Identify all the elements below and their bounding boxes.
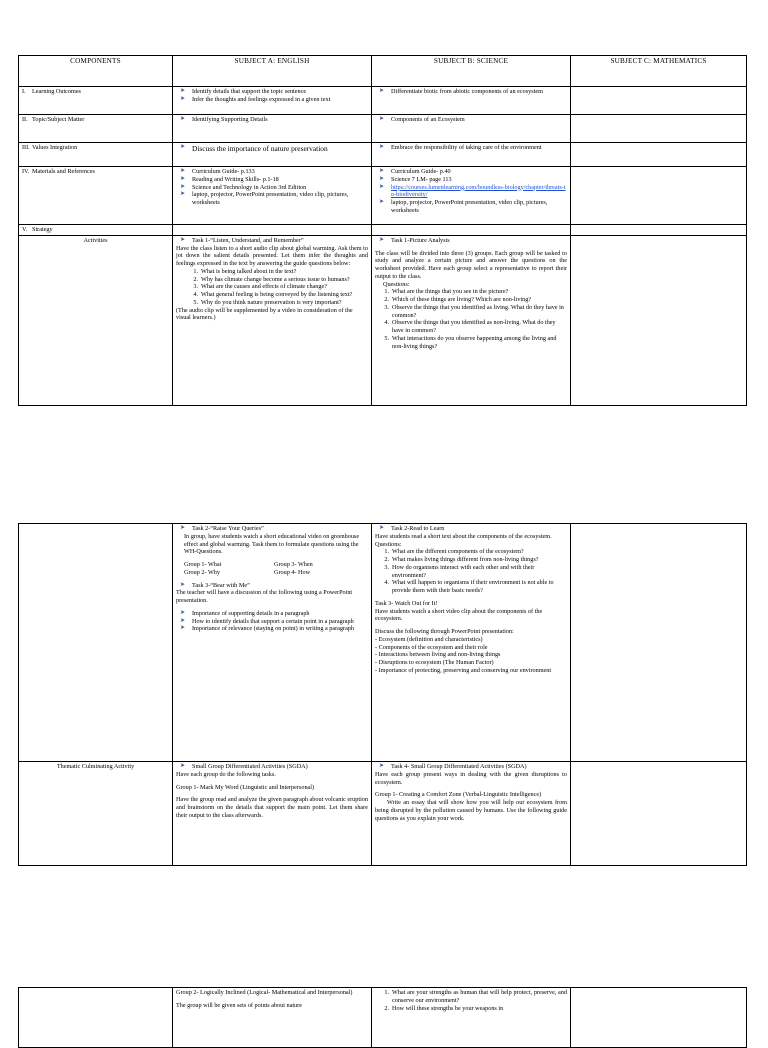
group-description: Write an essay that will show how you will help our ecosystem from being disrupted by the pollution caused by humans. Use the following guide questions as you explain your work.: [375, 799, 567, 822]
bullet-icon: ➤: [180, 609, 186, 616]
list-item: laptop, projector, PowerPoint presentation, video clip, pictures, worksheets: [391, 199, 548, 214]
task-title: Task 2-“Raise Your Queries”: [192, 525, 264, 532]
question-item: Which of these things are living? Which are non-living?: [392, 296, 532, 303]
row-number: III.: [22, 144, 30, 151]
list-item: - Importance of protecting, preserving and conserving our environment: [375, 666, 552, 674]
list-item: - Interactions between living and non-living things: [375, 651, 501, 659]
task-title: Task 3- Watch Out for It!: [375, 599, 438, 607]
task-title: Task 1-“Listen, Understand, and Remember”: [192, 236, 304, 244]
bullet-icon: ➤: [180, 236, 186, 243]
group-title: Group 2- Logically Inclined (Logical- Mathematical and Interpersonal): [176, 989, 353, 996]
task-note: (The audio clip will be supplemented by a video in consideration of the visual learners.): [176, 306, 353, 322]
question-item: Observe the things that you identified as non-living. What do they have in common?: [392, 319, 556, 334]
bullet-icon: ➤: [180, 168, 186, 174]
row-number: II.: [22, 116, 28, 123]
question-item: Why do you think nature preservation is very important?: [201, 298, 342, 306]
row-label: Values Integration: [32, 144, 78, 151]
list-item: Identifying Supporting Details: [192, 116, 268, 123]
row-number: IV.: [22, 168, 30, 175]
list-item: Curriculum Guide- p.133: [192, 168, 255, 175]
list-item: Infer the thoughts and feelings expressed in a given text: [192, 95, 331, 103]
group-label: Group 2- Why: [184, 568, 220, 576]
bullet-icon: ➤: [180, 175, 186, 182]
group-description: The group will be given sets of points about nature: [176, 1001, 302, 1009]
group-title: Group 1- Mark My Word (Linguistic and Interpersonal): [176, 783, 315, 791]
task-description: Have each group present ways in dealing with the given disruptions to ecosystem.: [375, 770, 567, 786]
bullet-icon: ➤: [379, 183, 385, 190]
bullet-icon: ➤: [180, 183, 186, 190]
row-materials: [19, 167, 747, 225]
list-item: Importance of relevance (staying on point) in writing a paragraph: [192, 625, 355, 633]
row-activities: Activities ➤ Task 1-“Listen, Understand, and Remember” Have the class listen to a short audio clip about global warming. Ask them to jot down the salient details presented. Let them infer the thoughts and feelings expressed in the text by answering the guide questions below: 1. What is being talked about in the text? 2. Why has climate change become a serious issue to humans? 3. What are the causes and effects of climate change? 4. What general feeling is being conveyed by the listening text? 5. Why do you think nature preservation is very important? (The audio clip will be supplemented by a video in consideration of the visual learners.) ➤ Task 1-Picture Analysis The class will be divided into three (3) groups. Each group will be tasked to study and analyze a certain picture and answer the questions on the worksheet provided. Have each group select a representative to report their output to the class. Questions: 1. What are the things that you see in the picture? 2. Which of these things are living? Which are non-living? 3. Observe the things that you identified as living. What do they have in common? 4. Observe the things that you identified as non-living. What do they have in common? 5. What interactions do you observe happening among the living and non-living things?: [19, 235, 747, 405]
bullet-icon: ➤: [379, 763, 385, 769]
question-item: What interactions do you observe happening among the living and non-living things?: [392, 334, 557, 350]
reference-link[interactable]: https://courses.lumenlearning.com/boundless-biology/chapter/threats-to-biodiversity/: [391, 183, 566, 199]
list-item: Science and Technology in Action 3rd Edition: [192, 183, 307, 191]
task-title: Task 3-“Bear with Me”: [192, 581, 250, 589]
bullet-icon: ➤: [379, 236, 385, 243]
question-item: Why has climate change become a serious issue to humans?: [201, 275, 350, 283]
group-description: Have the group read and analyze the given paragraph about volcanic eruption and brainstorm on the details that support the main point. Let them share their output to the class afterwards.: [176, 796, 368, 819]
group-title: Group 1- Creating a Comfort Zone (Verbal-Linguistic Intelligence): [375, 791, 542, 799]
header-subject-a: SUBJECT A: ENGLISH: [173, 56, 372, 87]
bullet-icon: ➤: [180, 617, 186, 624]
row-culminating-activity: [19, 762, 747, 866]
group-assignment-row: [176, 569, 368, 577]
list-item: Discuss the importance of nature preservation: [192, 144, 328, 153]
question-item: What are the different components of the ecosystem?: [392, 548, 524, 556]
question-item: What are the things that you see in the picture?: [392, 288, 509, 296]
group-label: Group 4- How: [274, 568, 311, 576]
task-title: Task 2-Read to Learn: [391, 525, 445, 532]
task-description: Have students read a short text about the components of the ecosystem.: [375, 532, 552, 540]
row-learning-outcomes: [19, 87, 747, 115]
list-item: - Disruptions to ecosystem (The Human Factor): [375, 659, 494, 666]
list-item: Curriculum Guide- p.40: [391, 168, 451, 175]
row-label: Strategy: [32, 226, 53, 233]
header-components: COMPONENTS: [19, 56, 173, 87]
row-strategy: [19, 225, 747, 236]
question-item: What are your strengths as human that will help protect, preserve, and conserve our environment?: [392, 989, 567, 1004]
bullet-icon: ➤: [180, 763, 186, 769]
row-label: Learning Outcomes: [32, 88, 81, 95]
bullet-icon: ➤: [180, 88, 186, 94]
row-label-culminating: Thematic Culminating Activity: [56, 763, 135, 770]
bullet-icon: ➤: [180, 116, 186, 122]
list-item: How to identify details that support a certain point in a paragraph: [192, 617, 354, 625]
task-description: Have the class listen to a short audio clip about global warming. Ask them to jot down the salient details presented. Let them infer the thoughts and feelings expressed in the text by answering the guide questions below:: [176, 244, 368, 267]
questions-label: Questions:: [383, 280, 410, 288]
task-description: Have each group do the following tasks.: [176, 770, 276, 778]
task-description: Have students watch a short video clip about the components of the ecosystem.: [375, 607, 543, 623]
question-item: What makes living things different from non-living things?: [392, 556, 539, 563]
list-item: Importance of supporting details in a paragraph: [192, 609, 310, 617]
list-item: Reading and Writing Skills- p.1-18: [192, 175, 279, 183]
bullet-icon: ➤: [180, 581, 186, 588]
group-label: Group 3- When: [274, 561, 313, 568]
question-item: What general feeling is being conveyed by the listening text?: [201, 291, 353, 298]
row-label-activities: Activities: [83, 236, 108, 244]
lesson-plan-table-page-1: [18, 55, 747, 406]
bullet-icon: ➤: [379, 116, 385, 122]
lesson-plan-table-page-3: [18, 987, 747, 1048]
bullet-icon: ➤: [379, 175, 385, 182]
list-item: Identify details that support the topic sentence: [192, 88, 307, 95]
question-item: How will these strengths be your weapons in: [392, 1004, 504, 1012]
task-title: Small Group Differentiated Activities (SGDA): [192, 763, 308, 770]
group-label: Group 1- What: [184, 561, 222, 568]
question-item: What are the causes and effects of climate change?: [201, 283, 327, 291]
row-label: Topic/Subject Matter: [32, 116, 85, 123]
row-activities-continued: ➤ Task 2-“Raise Your Queries” In group, have students watch a short educational video on greenhouse effect and global warming. Task them to formulate questions using the WH-Questions. Group 1- What Group 3- When Group 2- Why Group 4- How ➤ Task 3-“Bear with Me” The teacher will have a discussion of the following using a PowerPoint presentation. ➤ Importance of supporting details in a paragraph ➤ How to identify details that support a certain point in a paragraph ➤ Importance of relevance (staying on point) in writing a paragraph ➤ Task 2-Read to Learn Have students read a short text about the components of the ecosystem. Questions: 1. What are the different components of the ecosystem? 2. What makes living things different from non-living things? 3. How do organisms interact with each other and with their environment? 4. What will happen to organisms if their environment is not able to provide them with their basic needs? Task 3- Watch Out for It! Have students watch a short video clip about the components of the ecosystem. Discuss the following through PowerPoint presentation: - Ecosystem (definition and characteristics) - Components of the ecosystem and their role - Interactions between living and non-living things - Disruptions to ecosystem (The Human Factor) - Importance of protecting, preserving and conserving our environment: [19, 524, 747, 762]
list-item: - Components of the ecosystem and their role: [375, 643, 488, 651]
list-item: - Ecosystem (definition and characteristics): [375, 635, 483, 643]
header-subject-b: SUBJECT B: SCIENCE: [372, 56, 571, 87]
list-item: Differentiate biotic from abiotic components of an ecosystem: [391, 88, 543, 95]
bullet-icon: ➤: [379, 144, 385, 150]
bullet-icon: ➤: [379, 88, 385, 94]
bullet-icon: ➤: [379, 168, 385, 174]
task-description: The class will be divided into three (3) groups. Each group will be tasked to study and analyze a certain picture and answer the questions on the worksheet provided. Have each group select a representative to report their output to the class.: [375, 249, 567, 280]
row-culminating-continued: Group 2- Logically Inclined (Logical- Mathematical and Interpersonal) The group will be given sets of points about nature 1. What are your strengths as human that will help protect, preserve, and conserve our environment? 2. How will these strengths be your weapons in: [19, 988, 747, 1048]
list-item: Components of an Ecosystem: [391, 116, 465, 123]
bullet-icon: ➤: [379, 525, 385, 531]
question-item: What is being talked about in the text?: [201, 267, 297, 275]
discussion-label: Discuss the following through PowerPoint presentation:: [375, 628, 514, 635]
bullet-icon: ➤: [180, 191, 186, 198]
bullet-icon: ➤: [180, 525, 186, 531]
row-number: I.: [22, 88, 26, 95]
question-item: What will happen to organisms if their environment is not able to provide them with their basic needs?: [392, 579, 554, 594]
header-subject-c: SUBJECT C: MATHEMATICS: [571, 56, 747, 87]
bullet-icon: ➤: [180, 625, 186, 632]
task-title: Task 4- Small Group Differentiated Activities (SGDA): [391, 763, 527, 770]
list-item: laptop, projector, PowerPoint presentation, video clip, pictures, worksheets: [192, 191, 349, 206]
row-values-integration: [19, 143, 747, 167]
bullet-icon: ➤: [180, 95, 186, 102]
list-item: Embrace the responsibility of taking care of the environment: [391, 144, 542, 151]
bullet-icon: ➤: [379, 199, 385, 205]
list-item: Science 7 LM- page 113: [391, 175, 452, 183]
questions-label: Questions:: [375, 540, 402, 548]
group-assignment-row: [176, 561, 368, 569]
bullet-icon: ➤: [180, 144, 186, 150]
lesson-plan-table-page-2: [18, 523, 747, 866]
row-number: V.: [22, 226, 28, 233]
header-row: [19, 56, 747, 87]
question-item: How do organisms interact with each other and with their environment?: [392, 563, 535, 579]
question-item: Observe the things that you identified as living. What do they have in common?: [392, 303, 564, 319]
task-title: Task 1-Picture Analysis: [391, 236, 450, 244]
row-label: Materials and References: [32, 168, 95, 175]
task-description: The teacher will have a discussion of the following using a PowerPoint presentation.: [176, 589, 353, 604]
task-description: In group, have students watch a short educational video on greenhouse effect and global warming. Task them to formulate questions using the WH-Questions.: [184, 532, 360, 556]
row-topic: [19, 115, 747, 143]
